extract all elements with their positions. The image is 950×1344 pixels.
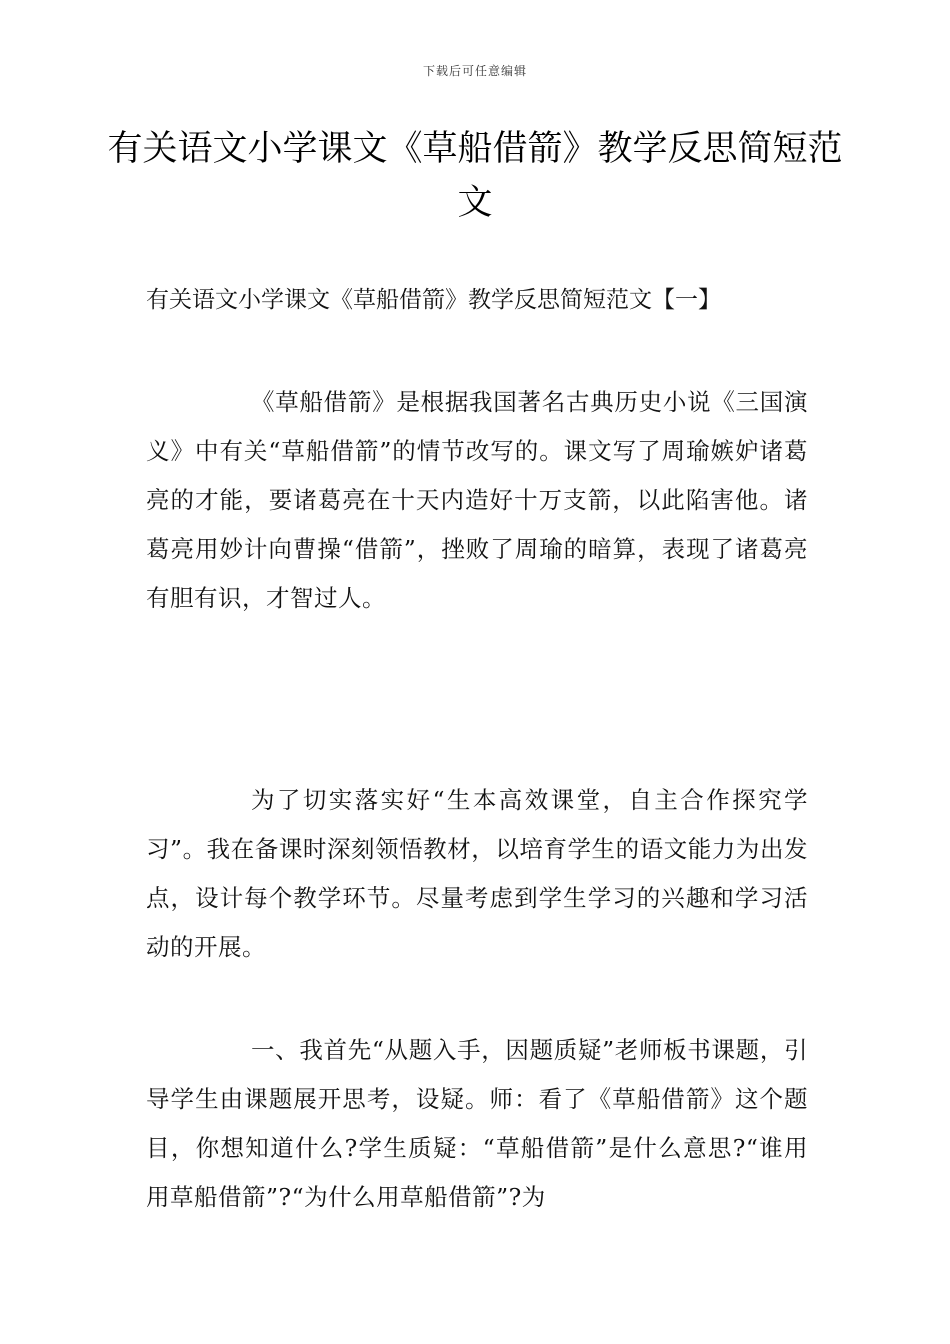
- paragraph-1: 《草船借箭》是根据我国著名古典历史小说《三国演义》中有关“草船借箭”的情节改写的。课文写了周瑜嫉妒诸葛亮的才能，要诸葛亮在十天内造好十万支箭，以此陷害他。诸葛亮用妙计向曹操“借箭”，挫败了周瑜的暗算，表现了诸葛亮有胆有识，才智过人。: [146, 388, 808, 612]
- paragraph-2: 为了切实落实好“生本高效课堂，自主合作探究学习”。我在备课时深刻领悟教材，以培育学生的语文能力为出发点，设计每个教学环节。尽量考虑到学生学习的兴趣和学习活动的开展。: [146, 786, 808, 961]
- document-title: 有关语文小学课文《草船借箭》教学反思简短范文: [107, 129, 843, 223]
- section-heading: 有关语文小学课文《草船借箭》教学反思简短范文【一】: [146, 287, 721, 313]
- header-note: 下载后可任意编辑: [422, 64, 527, 78]
- paragraph-3: 一、我首先“从题入手，因题质疑”老师板书课题，引导学生由课题展开思考，设疑。师：看了《草船借箭》这个题目，你想知道什么?学生质疑：“草船借箭”是什么意思?“谁用用草船借箭”?“为什么用草船借箭”?为: [146, 1036, 808, 1211]
